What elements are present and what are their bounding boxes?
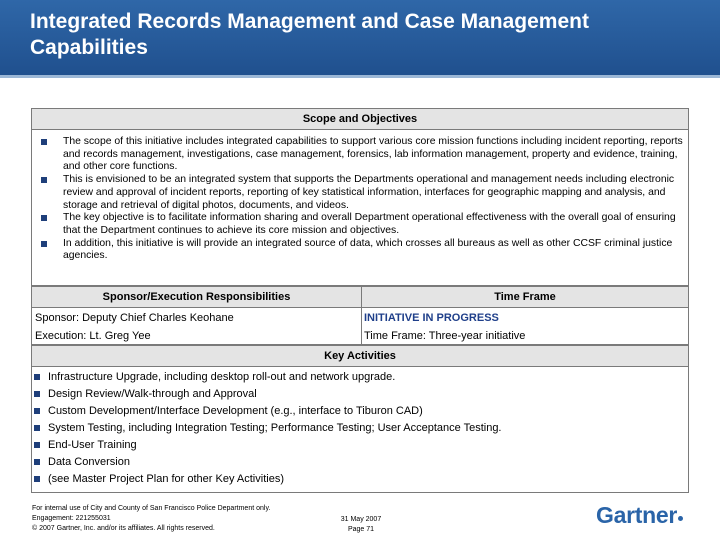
footer-date: 31 May 2007 xyxy=(340,516,382,523)
timeframe-line: Time Frame: Three-year initiative xyxy=(364,330,526,342)
gartner-logo: Gartner xyxy=(596,502,677,528)
footer-page-number: Page 71 xyxy=(347,526,375,533)
list-item: System Testing, including Integration Testing; Performance Testing; User Acceptance Testing. xyxy=(32,420,688,437)
list-item: (see Master Project Plan for other Key Activities) xyxy=(32,471,688,488)
sponsor-line: Sponsor: Deputy Chief Charles Keohane xyxy=(35,312,234,324)
timeframe-box xyxy=(361,307,689,345)
key-activities-box xyxy=(31,366,689,493)
list-item: End-User Training xyxy=(32,437,688,454)
execution-line: Execution: Lt. Greg Yee xyxy=(35,330,151,342)
square-bullet-icon xyxy=(34,476,40,482)
square-bullet-icon xyxy=(34,459,40,465)
square-bullet-icon xyxy=(41,139,47,145)
scope-bullet-list xyxy=(32,136,688,263)
list-item: The scope of this initiative includes integrated capabilities to support various core mission functions including incident reporting, reports and records management, investigations, case management, forensics, lab information management, property and evidence, training, and other core functions. xyxy=(32,136,688,174)
key-activities-list xyxy=(32,369,688,488)
slide-title: Integrated Records Management and Case Management Capabilities xyxy=(30,10,589,59)
status-badge: INITIATIVE IN PROGRESS xyxy=(364,312,499,324)
list-item: Data Conversion xyxy=(32,454,688,471)
square-bullet-icon xyxy=(34,425,40,431)
square-bullet-icon xyxy=(41,177,47,183)
list-item: Custom Development/Interface Development (e.g., interface to Tiburon CAD) xyxy=(32,403,688,420)
title-banner xyxy=(0,0,720,78)
square-bullet-icon xyxy=(41,215,47,221)
square-bullet-icon xyxy=(41,241,47,247)
list-item: This is envisioned to be an integrated system that supports the Departments operational and management needs including electronic review and approval of incident reports, reporting of key statistical information, interfaces for geographic mapping and analysis, and storage and retrieval of digital photos, documents, and videos. xyxy=(32,174,688,212)
key-activities-heading: Key Activities xyxy=(31,345,689,367)
timeframe-heading: Time Frame xyxy=(361,286,689,308)
square-bullet-icon xyxy=(34,374,40,380)
sponsor-box xyxy=(31,307,362,345)
footer-copyright: © 2007 Gartner, Inc. and/or its affiliates. All rights reserved. xyxy=(32,525,215,532)
footer-engagement: Engagement: 221255031 xyxy=(32,515,111,522)
scope-box xyxy=(31,129,689,286)
scope-heading: Scope and Objectives xyxy=(31,108,689,130)
logo-dot-icon xyxy=(678,516,683,521)
list-item: Infrastructure Upgrade, including desktop roll-out and network upgrade. xyxy=(32,369,688,386)
sponsor-heading: Sponsor/Execution Responsibilities xyxy=(31,286,362,308)
square-bullet-icon xyxy=(34,391,40,397)
square-bullet-icon xyxy=(34,408,40,414)
list-item: The key objective is to facilitate information sharing and overall Department operational effectiveness with the overall goal of ensuring that the Department continues to achieve its core mission and objectives. xyxy=(32,212,688,237)
footer-usage-note: For internal use of City and County of San Francisco Police Department only. xyxy=(32,505,271,512)
square-bullet-icon xyxy=(34,442,40,448)
list-item: Design Review/Walk-through and Approval xyxy=(32,386,688,403)
list-item: In addition, this initiative is will provide an integrated source of data, which crosses all bureaus as well as other CCSF criminal justice agencies. xyxy=(32,238,688,263)
